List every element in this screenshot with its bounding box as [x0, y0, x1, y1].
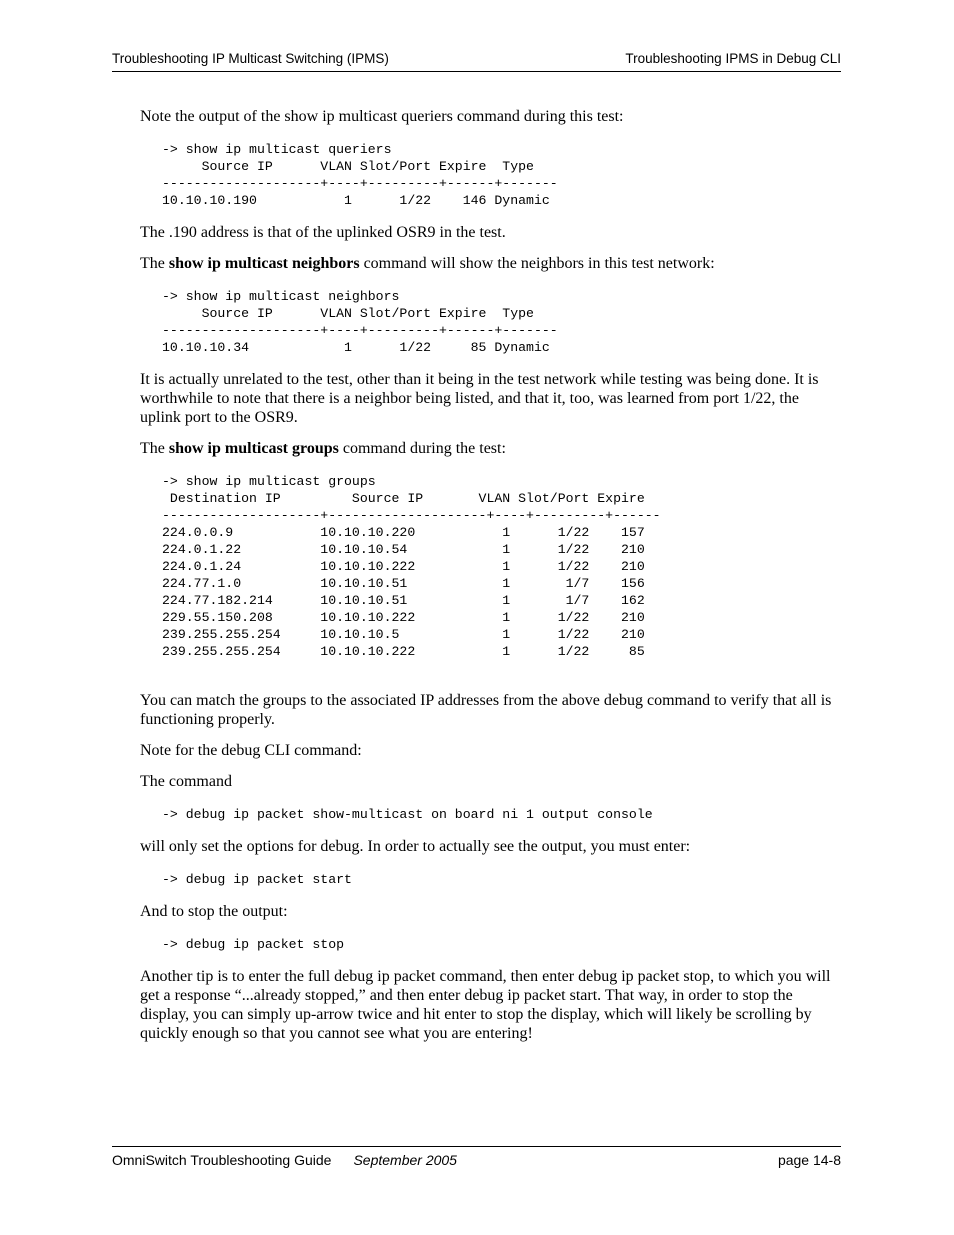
code-block-queriers: -> show ip multicast queriers Source IP VLAN Slot/Port Expire Type --------------------+----+---------+------+------- 10.10.10.190 1 1/22 146 Dynamic — [162, 142, 558, 208]
paragraph: The .190 address is that of the uplinked OSR9 in the test. — [140, 224, 506, 241]
command-name: show ip multicast neighbors — [168, 255, 360, 272]
code-block-debug-stop: -> debug ip packet stop — [162, 937, 345, 952]
code-block-debug-set: -> debug ip packet show-multicast on board ni 1 output console — [162, 807, 653, 822]
paragraph: The show ip multicast groups command during the test: — [140, 440, 506, 457]
paragraph: Note for the debug CLI command: — [140, 742, 362, 759]
paragraph: It is actually unrelated to the test, other than it being in the test network while testing was being done. It is worthwhile to note that there is a neighbor being listed, and that it, too, was learned from port 1/22, the uplink port to the OSR9. — [140, 371, 819, 426]
command-name: show ip multicast groups — [168, 440, 339, 457]
code-block-neighbors: -> show ip multicast neighbors Source IP VLAN Slot/Port Expire Type --------------------+----+---------+------+------- 10.10.10.34 1 1/22 85 Dynamic — [162, 289, 558, 355]
header-section-title: Troubleshooting IPMS in Debug CLI — [625, 51, 841, 66]
page-header — [112, 51, 841, 72]
header-chapter-title: Troubleshooting IP Multicast Switching (IPMS) — [112, 51, 389, 66]
footer-left — [112, 1152, 457, 1168]
page-footer — [112, 1146, 841, 1168]
page-number: page 14-8 — [777, 1152, 841, 1168]
paragraph: Note the output of the show ip multicast queriers command during this test: — [140, 108, 624, 125]
footer-guide-title: OmniSwitch Troubleshooting Guide — [112, 1152, 332, 1168]
footer-date: September 2005 — [353, 1152, 457, 1168]
paragraph: Another tip is to enter the full debug ip packet command, then enter debug ip packet stop, to which you will get a response “...already stopped,” and then enter debug ip packet start. That way, in order to stop the display, you can simply up-arrow twice and hit enter to stop the display, which will likely be scrolling by quickly enough so that you cannot see what you are entering! — [140, 968, 831, 1042]
paragraph: You can match the groups to the associated IP addresses from the above debug command to verify that all is functioning properly. — [140, 692, 832, 728]
paragraph: will only set the options for debug. In order to actually see the output, you must enter: — [140, 838, 691, 855]
paragraph: The show ip multicast neighbors command will show the neighbors in this test network: — [140, 255, 715, 272]
paragraph: And to stop the output: — [140, 903, 288, 920]
code-block-debug-start: -> debug ip packet start — [162, 872, 352, 887]
paragraph: The command — [140, 773, 232, 790]
code-block-groups: -> show ip multicast groups Destination IP Source IP VLAN Slot/Port Expire --------------------+--------------------+----+---------+------ 224.0.0.9 10.10.10.220 1 1/22 157 224.0.1.22 10.10.10.54 1 1/22 210 224.0.1.24 10.10.10.222 1 1/22 210 224.77.1.0 10.10.10.51 1 1/7 156 224.77.182.214 10.10.10.51 1 1/7 162 229.55.150.208 10.10.10.222 1 1/22 210 239.255.255.254 10.10.10.5 1 1/22 210 239.255.255.254 10.10.10.222 1 1/22 85 — [162, 474, 661, 659]
page-content — [140, 107, 840, 1055]
